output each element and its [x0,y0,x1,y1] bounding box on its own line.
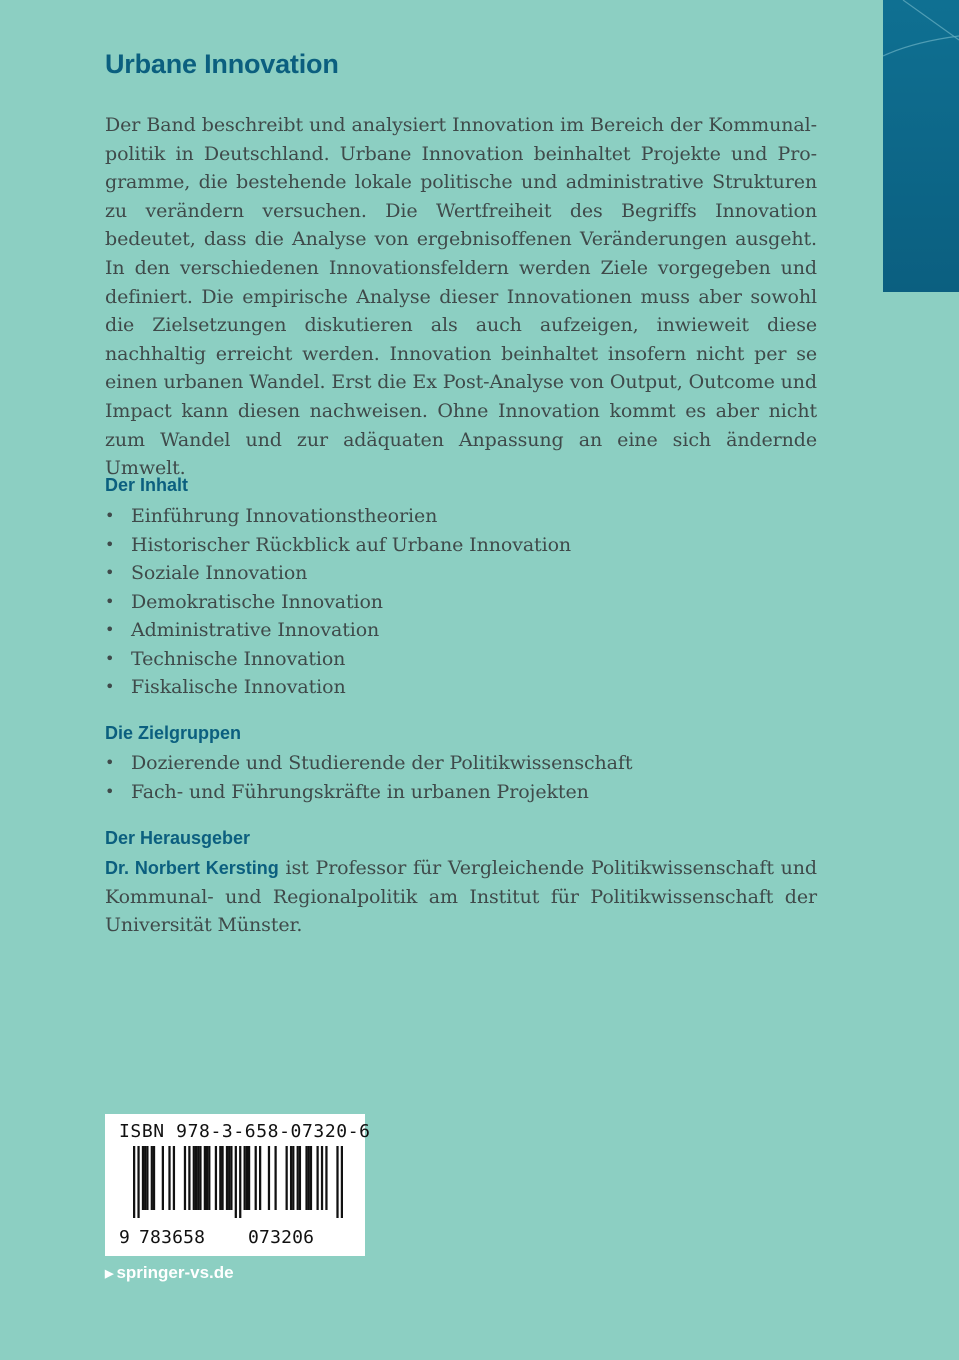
bullet-dot-icon: • [105,648,115,668]
barcode-bar [221,1146,223,1210]
barcode-bar [195,1146,197,1210]
barcode-icon [133,1146,343,1218]
corner-arc-decoration [883,0,959,292]
barcode-bar [259,1146,261,1210]
bullet-dot-icon: • [105,534,115,554]
editor-bio-text: ist Professor für Vergleichende Politikwissenschaft und Kommunal- und Regionalpolitik am Institut für Politikwissenschaft der Universität Münster. [105,857,817,937]
barcode-bar [292,1146,294,1210]
audience-list [105,749,817,806]
barcode-bar [268,1146,270,1210]
list-item [105,673,817,702]
triangle-right-icon: ▶ [105,1268,114,1280]
barcode-bar [197,1146,199,1210]
bullet-dot-icon: • [105,677,115,696]
barcode-bar [137,1146,139,1218]
barcode-digits-right: 073206 [248,1227,315,1248]
barcode-bar [248,1146,250,1210]
list-item-text: Demokratische Innovation [131,590,383,613]
barcode-bar [206,1146,208,1210]
barcode-bar [184,1146,186,1210]
barcode-bar [255,1146,257,1210]
corner-decorative-band [883,0,959,292]
publisher-url-text: springer-vs.de [116,1263,234,1282]
barcode-bar [208,1146,210,1210]
list-item [105,778,817,807]
barcode-bar [244,1146,246,1210]
barcode-bar [321,1146,323,1210]
list-item-text: Soziale Innovation [131,562,308,584]
barcode-bar [230,1146,232,1210]
editor-bio [105,854,817,940]
book-description: Der Band beschreibt und analysiert Innovation im Bereich der Kommunalpolitik in Deutschland. Urbane Innovation beinhaltet Projekte und Programme, die bestehende lokale politische und administrative Strukturen zu verändern versuchen. Die Wertfreiheit des Begriffs Innovation bedeutet, dass die Analyse von ergebnisoffenen Veränderungen ausgeht. In den verschiedenen Innovationsfeldern werden Ziele vorgegeben und definiert. Die empirische Analyse dieser Innovationen muss aber sowohl die Zielsetzungen diskutieren als auch aufzeigen, inwieweit diese nachhaltig erreicht werden. Innovation beinhaltet insofern nicht per se einen urbanen Wandel. Erst die Ex Post-Analyse von Output, Outcome und Impact kann diesen nachweisen. Ohne Innovation kommt es aber nicht zum Wandel und zur adäquaten Anpassung an eine sich ändernde Umwelt. [105,114,817,480]
barcode-bar [235,1146,237,1218]
editor-name: Dr. Norbert Kersting [105,858,279,878]
list-item-text: Administrative Innovation [131,619,380,641]
barcode-bar [299,1146,301,1210]
contents-list [105,502,817,702]
barcode-bar [193,1146,195,1210]
barcode-bar [325,1146,327,1210]
list-item [105,749,817,778]
isbn-label: ISBN 978-3-658-07320-6 [119,1121,371,1142]
barcode-bar [246,1146,248,1210]
list-item [105,531,817,560]
barcode-bar [199,1146,201,1210]
bullet-dot-icon: • [105,591,115,611]
barcode-bar [239,1146,241,1218]
bullet-dot-icon: • [105,620,115,639]
bullet-dot-icon: • [105,506,115,525]
list-item [105,645,817,674]
barcode-bar [316,1146,318,1210]
barcode-bar [153,1146,155,1210]
barcode-digit-first: 9 [119,1227,130,1248]
barcode-bar [274,1146,276,1210]
list-item-text: Dozierende und Studierende der Politikwissenschaft [131,752,633,774]
barcode-bar [146,1146,148,1210]
barcode-bar [215,1146,217,1210]
barcode-bar [305,1146,307,1210]
barcode-bar [151,1146,153,1210]
bullet-dot-icon: • [105,781,115,801]
list-item-text: Fach- und Führungskräfte in urbanen Projekten [131,780,589,803]
audience-heading: Die Zielgruppen [105,723,242,743]
list-item-text: Fiskalische Innovation [131,676,346,698]
list-item-text: Einführung Innovationstheorien [131,505,438,527]
list-item [105,616,817,645]
list-item [105,559,817,588]
barcode-bar [297,1146,299,1210]
list-item-text: Historischer Rückblick auf Urbane Innovation [131,533,572,556]
barcode-bar [308,1146,310,1210]
contents-heading: Der Inhalt [105,475,189,495]
barcode-bar [168,1146,170,1210]
publisher-link[interactable] [105,1262,234,1285]
barcode-bar [341,1146,343,1218]
barcode-bar [310,1146,312,1210]
barcode-digits-left: 783658 [139,1227,206,1248]
book-title: Urbane Innovation [105,49,339,79]
barcode-bar [188,1146,190,1210]
barcode-bar [286,1146,288,1210]
bullet-dot-icon: • [105,753,115,772]
editor-heading: Der Herausgeber [105,828,251,848]
isbn-barcode-box [105,1114,371,1256]
barcode-bar [204,1146,206,1210]
barcode-bar [173,1146,175,1210]
barcode-bar [336,1146,338,1218]
barcode-bar [133,1146,135,1218]
barcode-bar [290,1146,292,1210]
barcode-bar [144,1146,146,1210]
list-item-text: Technische Innovation [131,647,346,670]
barcode-bar [226,1146,228,1210]
barcode-bar [228,1146,230,1210]
list-item [105,588,817,617]
bullet-dot-icon: • [105,563,115,582]
barcode-bar [219,1146,221,1210]
barcode-bar [142,1146,144,1210]
barcode-bar [162,1146,164,1210]
list-item [105,502,817,531]
